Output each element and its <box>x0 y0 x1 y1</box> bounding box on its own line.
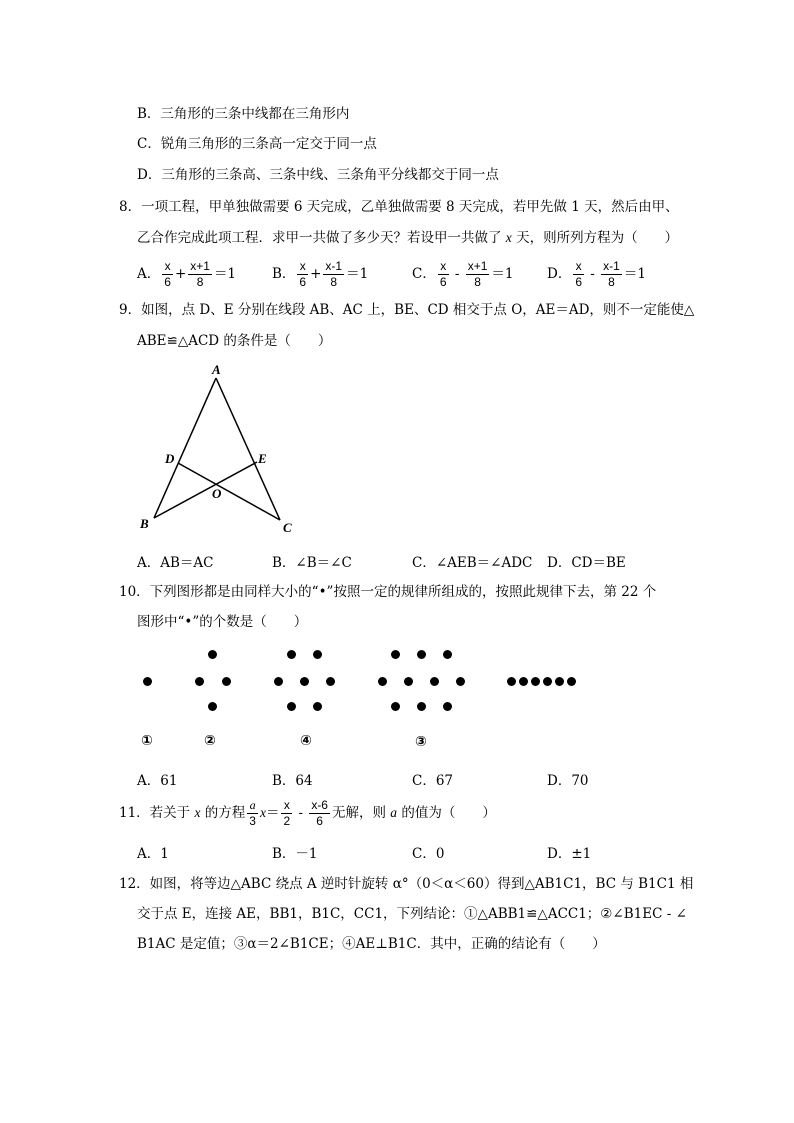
equals-one: ＝1 <box>623 266 646 282</box>
q11-option-c: C．0 <box>412 846 445 862</box>
q10-stem-line2: 图形中“•”的个数是（ ） <box>137 614 308 630</box>
q11-frac3-den: 6 <box>316 814 323 828</box>
fraction-2 <box>466 259 490 290</box>
q9-stem-line1: 9．如图，点 D、E 分别在线段 AB、AC 上，BE、CD 相交于点 O，AE＝AD，则不一定能使△ <box>119 302 695 318</box>
frac-den: 6 <box>299 275 307 289</box>
fraction-1 <box>438 259 449 290</box>
dot <box>555 677 564 686</box>
q8-option-d <box>547 259 646 290</box>
dot <box>326 677 335 686</box>
label-e: E <box>258 451 267 466</box>
dot <box>567 677 576 686</box>
q11-option-b: B．－1 <box>272 846 318 862</box>
q11-frac1-den: 3 <box>249 814 256 828</box>
dot <box>417 650 426 659</box>
q11-option-d: D．±1 <box>547 846 592 862</box>
equals-one: ＝1 <box>346 266 369 282</box>
frac-num: x-1 <box>603 259 620 273</box>
label-d: D <box>165 451 175 466</box>
q10-stem-line1: 10．下列图形都是由同样大小的“•”按照一定的规律所组成的，按照此规律下去，第 22 个 <box>119 584 657 600</box>
option-label: C． <box>412 266 436 282</box>
dot <box>313 702 322 711</box>
q7-option-b: B．三角形的三条中线都在三角形内 <box>137 106 350 122</box>
dot <box>378 677 387 686</box>
q8-option-a <box>137 259 236 290</box>
option-label: A． <box>137 266 161 282</box>
q11-text-post: 无解，则 <box>331 805 391 821</box>
q11-text-mid: 的方程 <box>200 805 246 821</box>
q11-variable-x: x <box>194 805 201 820</box>
fraction-1 <box>573 259 584 290</box>
q10-fig-label-1: ① <box>141 733 153 749</box>
dot <box>531 677 540 686</box>
q9-option-a: A．AB＝AC <box>137 555 214 571</box>
fraction-1 <box>297 259 308 290</box>
dot <box>507 677 516 686</box>
q12-stem-line1: 12．如图，将等边△ABC 绕点 A 逆时针旋转 α°（0＜α＜60）得到△AB1C1，BC 与 B1C1 相 <box>119 876 694 892</box>
q11-fraction-3 <box>309 798 330 829</box>
dot <box>313 650 322 659</box>
q11-equals: ＝ <box>265 805 280 821</box>
q11-variable-a: a <box>390 805 398 820</box>
frac-den: 8 <box>474 275 481 289</box>
frac-num: x <box>297 259 308 275</box>
q10-option-a: A．61 <box>137 773 178 789</box>
dot <box>430 677 439 686</box>
dot <box>417 702 426 711</box>
dot <box>208 702 217 711</box>
dot <box>208 650 217 659</box>
q11-option-a: A．1 <box>137 846 169 862</box>
q8-option-b <box>272 259 368 290</box>
frac-num: x <box>573 259 584 275</box>
frac-den: 8 <box>608 275 615 289</box>
dot <box>222 677 231 686</box>
dot <box>287 650 296 659</box>
frac-den: 6 <box>164 275 171 289</box>
label-c: C <box>283 520 292 535</box>
fraction-2 <box>323 259 344 290</box>
frac-num: x+1 <box>190 259 210 273</box>
q9-stem-line2: ABE≌△ACD 的条件是（ ） <box>137 333 332 349</box>
q10-option-b: B．64 <box>272 773 313 789</box>
q9-option-d: D．CD＝BE <box>547 555 626 571</box>
q10-fig-label-4: ③ <box>415 734 427 750</box>
frac-den: 6 <box>575 275 583 289</box>
q10-option-d: D．70 <box>547 773 589 789</box>
dot <box>391 650 400 659</box>
q11-frac1-num: a <box>247 798 258 814</box>
dot <box>456 677 465 686</box>
q11-fraction-1 <box>247 798 258 829</box>
fraction-1 <box>162 259 173 290</box>
q8-stem-tail: 天，则所列方程为（ ） <box>511 230 679 246</box>
q8-stem-line2 <box>137 228 678 248</box>
q8-option-c <box>412 259 513 290</box>
frac-den: 8 <box>196 275 204 289</box>
q11-text-pre: 11．若关于 <box>119 805 195 821</box>
q11-variable-x2: x <box>259 805 266 820</box>
q12-stem-line3: B1AC 是定值；③α＝2∠B1CE；④AE⊥B1C．其中，正确的结论有（ ） <box>137 936 606 952</box>
q11-stem <box>119 796 496 830</box>
label-o: O <box>212 486 222 501</box>
q10-fig-label-2: ② <box>204 733 216 749</box>
q11-minus: - <box>294 805 308 821</box>
q11-frac2-num: x <box>281 798 292 814</box>
segment-ab <box>154 378 216 518</box>
q10-option-c: C．67 <box>412 773 454 789</box>
q7-option-c: C．锐角三角形的三条高一定交于同一点 <box>137 136 377 152</box>
equals-one: ＝1 <box>491 266 514 282</box>
operator: - <box>450 266 464 282</box>
frac-den: 8 <box>330 275 338 289</box>
q12-stem-line2: 交于点 E，连接 AE，BB1，B1C，CC1，下列结论：①△ABB1≌△ACC1；②∠B1EC - ∠ <box>137 906 687 922</box>
operator: + <box>310 266 322 282</box>
frac-num: x <box>438 259 449 275</box>
operator: + <box>174 266 187 282</box>
frac-num: x <box>162 259 173 275</box>
frac-num: x+1 <box>467 259 488 273</box>
q11-text-tail: 的值为（ ） <box>397 805 496 821</box>
segment-be <box>154 462 257 518</box>
fraction-2 <box>188 259 212 290</box>
q8-variable: x <box>505 230 512 245</box>
dot <box>143 677 152 686</box>
option-label: D． <box>547 266 572 282</box>
q7-option-d: D．三角形的三条高、三条中线、三条角平分线都交于同一点 <box>137 167 499 183</box>
label-a: A <box>212 362 221 377</box>
dot <box>404 677 413 686</box>
q11-frac2-den: 2 <box>283 814 291 828</box>
dot <box>274 677 283 686</box>
dot <box>391 702 400 711</box>
dot <box>287 702 296 711</box>
q8-stem-text: 乙合作完成此项工程．求甲一共做了多少天？若设甲一共做了 <box>137 230 506 246</box>
q11-frac3-num: x-6 <box>311 798 328 812</box>
dot <box>543 677 552 686</box>
q9-option-c: C．∠AEB＝∠ADC <box>412 555 533 571</box>
option-label: B． <box>272 266 296 282</box>
dot <box>443 650 452 659</box>
dot <box>519 677 528 686</box>
frac-num: x-1 <box>325 259 343 273</box>
segment-cd <box>178 463 280 520</box>
fraction-2 <box>601 259 622 290</box>
q11-fraction-2 <box>281 798 292 829</box>
dot <box>443 702 452 711</box>
q9-triangle-figure <box>130 360 300 540</box>
dot <box>300 677 309 686</box>
q9-option-b: B．∠B＝∠C <box>272 555 352 571</box>
equals-one: ＝1 <box>213 266 237 282</box>
q10-fig-label-3: ④ <box>300 733 312 749</box>
segment-ac <box>216 378 280 520</box>
dot <box>195 677 204 686</box>
label-b: B <box>140 516 149 531</box>
operator: - <box>586 266 600 282</box>
q8-stem-line1: 8．一项工程，甲单独做需要 6 天完成，乙单独做需要 8 天完成，若甲先做 1 天，然后由甲、 <box>119 199 679 215</box>
frac-den: 6 <box>439 275 447 289</box>
